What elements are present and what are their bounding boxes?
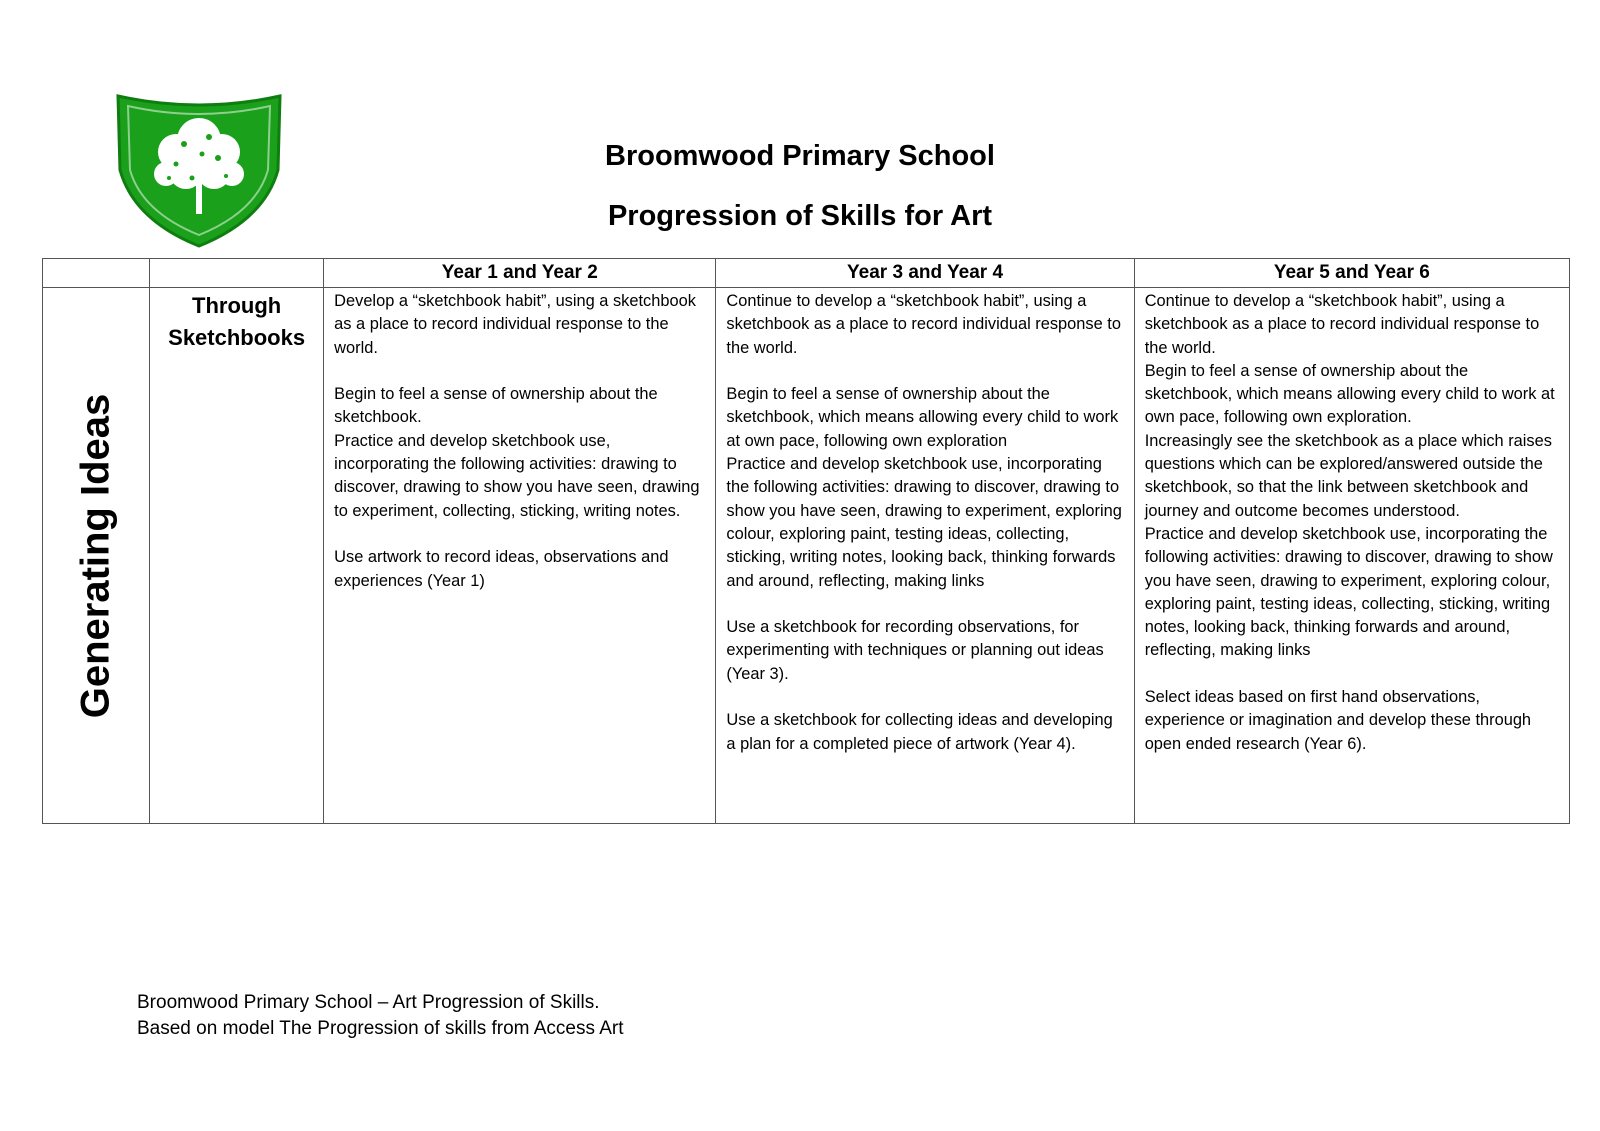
table-header-row xyxy=(43,259,1570,288)
paragraph: Begin to feel a sense of ownership about the sketchbook, which means allowing every child to work at own pace, following own exploration. xyxy=(1144,361,1555,427)
skills-table xyxy=(42,258,1570,824)
year-1-2-text xyxy=(324,288,715,599)
header-blank-2 xyxy=(150,259,324,288)
paragraph: Develop a “sketchbook habit”, using a sketchbook as a place to record individual response to the world. xyxy=(334,292,696,357)
paragraph-gap xyxy=(726,360,1123,383)
school-name: Broomwood Primary School xyxy=(605,140,995,172)
table-row xyxy=(43,288,1570,824)
row-label: Through Sketchbooks xyxy=(168,293,306,350)
paragraph: Increasingly see the sketchbook as a place which raises questions which can be explored/answered outside the sketchbook, so that the link between sketchbook and journey and outcome becomes understood. xyxy=(1144,431,1552,520)
paragraph: Practice and develop sketchbook use, incorporating the following activities: drawing to discover, drawing to show you have seen, drawing to experiment, exploring colour, exploring paint, testing ideas, collecting, sticking, writing notes, looking back, thinking forwards and around, reflecting, making links xyxy=(726,455,1122,590)
row-label-cell xyxy=(150,288,324,824)
header-year-1-2: Year 1 and Year 2 xyxy=(324,259,716,288)
paragraph: Use a sketchbook for recording observations, for experimenting with techniques or planning out ideas (Year 3). xyxy=(726,618,1104,683)
paragraph-gap xyxy=(1145,663,1559,686)
footer-line-1: Broomwood Primary School – Art Progression of Skills. xyxy=(137,992,600,1013)
header-year-5-6: Year 5 and Year 6 xyxy=(1134,259,1569,288)
paragraph-gap xyxy=(334,523,705,546)
paragraph: Practice and develop sketchbook use, incorporating the following activities: drawing to discover, drawing to show you have seen, drawing to experiment, collecting, sticking, writing notes. xyxy=(334,431,700,520)
paragraph: Use artwork to record ideas, observations and experiences (Year 1) xyxy=(334,548,669,590)
year-5-6-cell xyxy=(1134,288,1569,824)
paragraph: Use a sketchbook for collecting ideas and developing a plan for a completed piece of artwork (Year 4). xyxy=(726,711,1113,753)
footer xyxy=(137,990,623,1042)
year-5-6-text xyxy=(1135,288,1569,762)
paragraph-gap xyxy=(726,686,1123,709)
document-title: Progression of Skills for Art xyxy=(607,200,993,232)
year-1-2-cell xyxy=(324,288,716,824)
header-year-3-4: Year 3 and Year 4 xyxy=(716,259,1134,288)
paragraph: Practice and develop sketchbook use, incorporating the following activities: drawing to discover, drawing to show you have seen, drawing to experiment, exploring colour, exploring paint, testing ideas, collecting, sticking, writing notes, looking back, thinking forwards and around, reflecting, making links xyxy=(1144,524,1553,660)
school-crest-tree-icon xyxy=(114,92,284,250)
paragraph: Begin to feel a sense of ownership about the sketchbook. xyxy=(334,385,658,427)
year-3-4-text xyxy=(716,288,1133,762)
paragraph: Continue to develop a “sketchbook habit”, using a sketchbook as a place to record individual response to the world. xyxy=(726,292,1121,357)
year-3-4-cell xyxy=(716,288,1134,824)
paragraph: Begin to feel a sense of ownership about the sketchbook, which means allowing every child to work at own pace, following own exploration xyxy=(726,385,1119,450)
paragraph: Select ideas based on first hand observations, experience or imagination and develop these through open ended research (Year 6). xyxy=(1144,688,1532,753)
header-blank-1 xyxy=(43,259,150,288)
section-label: Generating Ideas xyxy=(73,393,118,718)
paragraph-gap xyxy=(726,593,1123,616)
section-cell xyxy=(43,288,150,824)
paragraph-gap xyxy=(334,360,705,383)
paragraph: Continue to develop a “sketchbook habit”, using a sketchbook as a place to record individual response to the world. xyxy=(1144,292,1540,357)
footer-line-2: Based on model The Progression of skills from Access Art xyxy=(137,1018,624,1039)
